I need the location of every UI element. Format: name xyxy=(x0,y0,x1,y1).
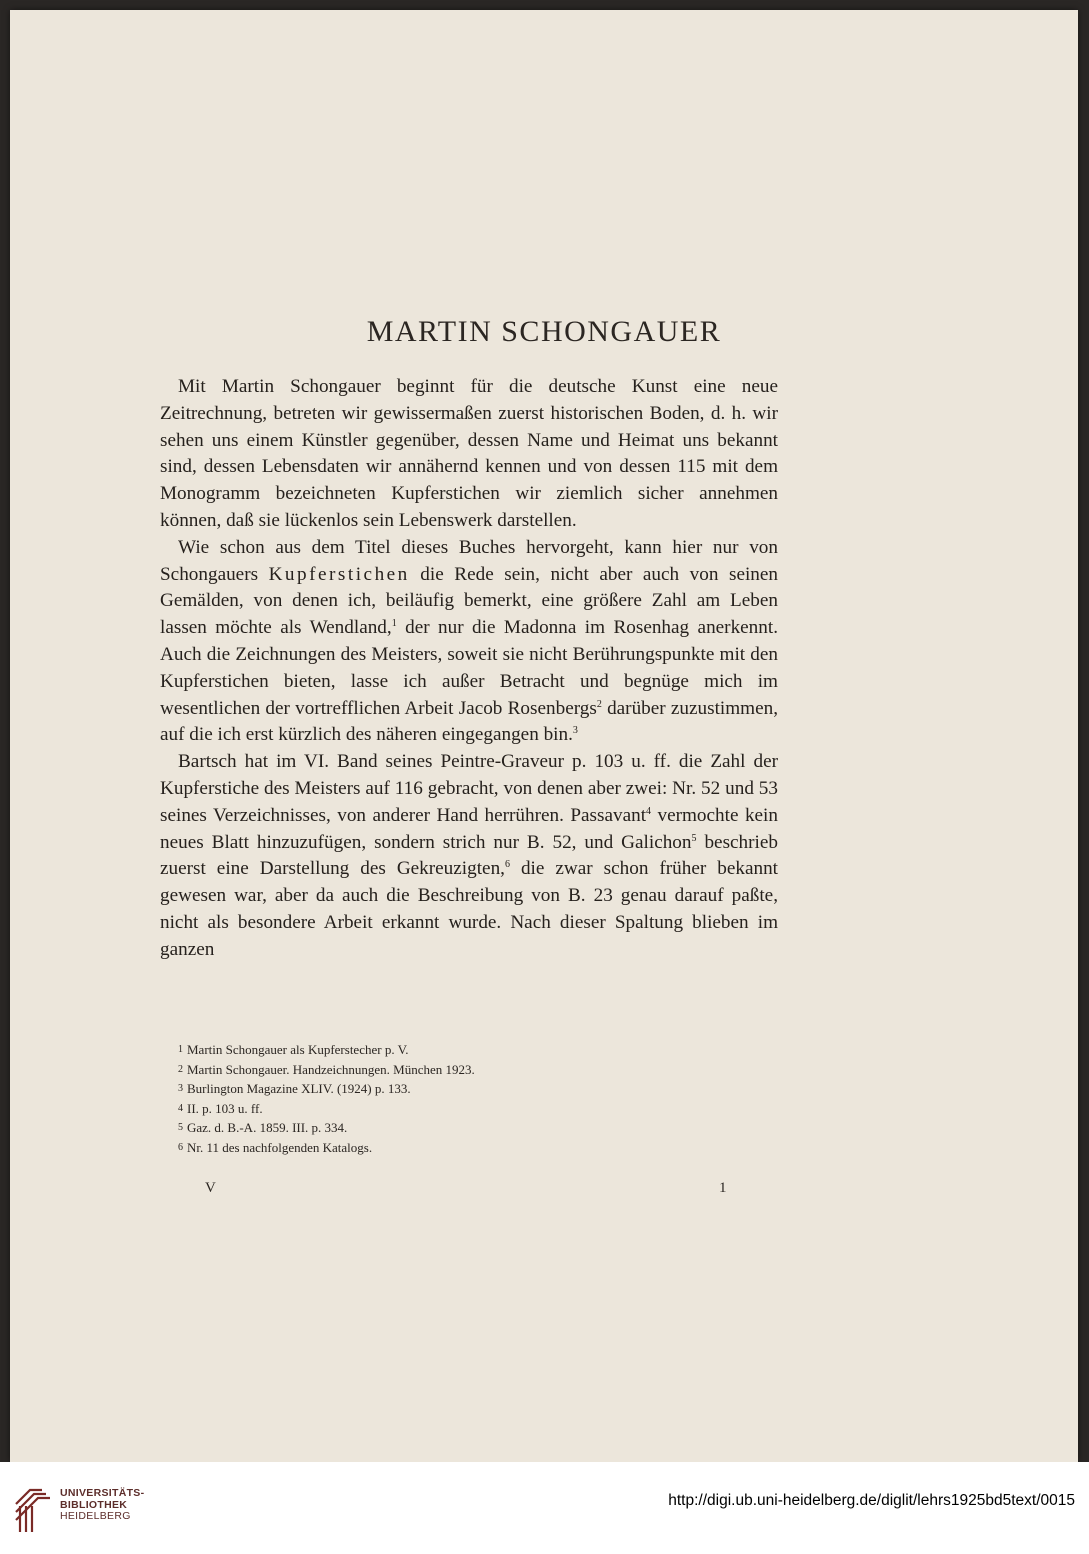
footnote-number: 5 xyxy=(178,1122,183,1133)
text-run: Bartsch hat im VI. Band seines Peintre-Graveur p. 103 u. ff. die Zahl der Kupferstiche des Meisters auf 116 gebracht, von denen aber zwei: Nr. 52 und 53 seines Verzeichnisses, von anderer Hand herrühren. Passavant xyxy=(160,751,778,826)
text-run: die zwar schon früher bekannt gewesen war, aber da auch die Beschreibung von B. 23 genau darauf paßte, nicht als besondere Arbeit erkannt wurde. Nach dieser Spaltung blieben im ganzen xyxy=(160,858,778,960)
footnote-ref-2: 2 xyxy=(596,698,602,710)
library-logo-icon xyxy=(12,1484,52,1536)
text-run: vermochte kein neues Blatt hinzuzufügen, sondern strich nur B. 52, und Galichon xyxy=(160,804,778,853)
footnote-ref-6: 6 xyxy=(504,859,510,871)
signature-mark: V xyxy=(205,1180,216,1196)
footnote-text: Burlington Magazine XLIV. (1924) p. 133. xyxy=(187,1081,411,1096)
page-number: 1 xyxy=(719,1180,727,1196)
footnote-text: Gaz. d. B.-A. 1859. III. p. 334. xyxy=(187,1120,348,1135)
footnote-number: 1 xyxy=(178,1044,183,1055)
footnote-number: 3 xyxy=(178,1083,183,1094)
footnotes xyxy=(178,1040,778,1157)
text-run: die Rede sein, nicht aber auch von seinen Gemälden, von denen ich, beiläufig bemerkt, eine größere Zahl am Leben lassen möchte als Wendland, xyxy=(160,563,778,639)
footnote xyxy=(178,1099,778,1119)
footnote-ref-4: 4 xyxy=(646,805,652,817)
text-run: der nur die Madonna im Rosenhag anerkennt. Auch die Zeichnungen des Meisters, soweit sie nicht Berührungspunkte mit den Kupferstichen bieten, lasse ich außer Betracht und begnüge mich im wesentlichen der vortrefflichen Arbeit Jacob Rosenbergs xyxy=(160,617,778,719)
logo-line: UNIVERSITÄTS- xyxy=(60,1487,145,1499)
footnote-text: Martin Schongauer. Handzeichnungen. München 1923. xyxy=(187,1061,475,1077)
footnote-number: 2 xyxy=(178,1063,183,1075)
footnote xyxy=(178,1079,778,1099)
footer-bar xyxy=(0,1462,1089,1554)
footnote xyxy=(178,1118,778,1138)
logo-line: BIBLIOTHEK xyxy=(60,1498,128,1511)
footnote xyxy=(178,1060,778,1080)
footnote-text: Martin Schongauer als Kupferstecher p. V. xyxy=(187,1042,409,1057)
footnote-ref-5: 5 xyxy=(691,832,697,844)
paragraph-2 xyxy=(160,535,778,749)
paragraph-3 xyxy=(160,749,778,963)
body-text xyxy=(160,374,778,964)
footnote-number: 6 xyxy=(178,1141,183,1153)
text-run: darüber zuzustimmen, auf die ich erst kürzlich des näheren eingegangen bin. xyxy=(160,697,779,746)
footnote-text: Nr. 11 des nachfolgenden Katalogs. xyxy=(187,1139,373,1155)
page-title: MARTIN SCHONGAUER xyxy=(366,315,722,348)
footnote-text: II. p. 103 u. ff. xyxy=(187,1100,263,1116)
logo-line: HEIDELBERG xyxy=(60,1510,131,1522)
footnote-ref-3: 3 xyxy=(572,725,578,737)
text-run: Wie schon aus dem Titel dieses Buches hervorgeht, kann hier nur von Schongauers xyxy=(160,536,778,585)
text-run: beschrieb zuerst eine Darstellung des Gekreuzigten, xyxy=(160,831,778,880)
source-url-link[interactable]: http://digi.ub.uni-heidelberg.de/diglit/lehrs1925bd5text/0015 xyxy=(668,1492,1075,1509)
footnote xyxy=(178,1138,778,1158)
footnote xyxy=(178,1040,778,1060)
spaced-word: Kupferstichen xyxy=(268,563,410,585)
paragraph-1: Mit Martin Schongauer beginnt für die deutsche Kunst eine neue Zeitrechnung, betreten wir gewissermaßen zuerst historischen Boden, d. h. wir sehen uns einem Künstler gegenüber, dessen Name und Heimat uns bekannt sind, dessen Lebensdaten wir annähernd kennen und von dessen 115 mit dem Monogramm bezeichneten Kupferstichen wir ziemlich sicher annehmen können, daß sie lückenlos sein Lebenswerk darstellen. xyxy=(160,376,778,531)
library-logo-text xyxy=(60,1488,144,1523)
footnote-number: 4 xyxy=(178,1102,183,1114)
scanned-page xyxy=(10,10,1078,1462)
footnote-ref-1: 1 xyxy=(391,618,397,630)
